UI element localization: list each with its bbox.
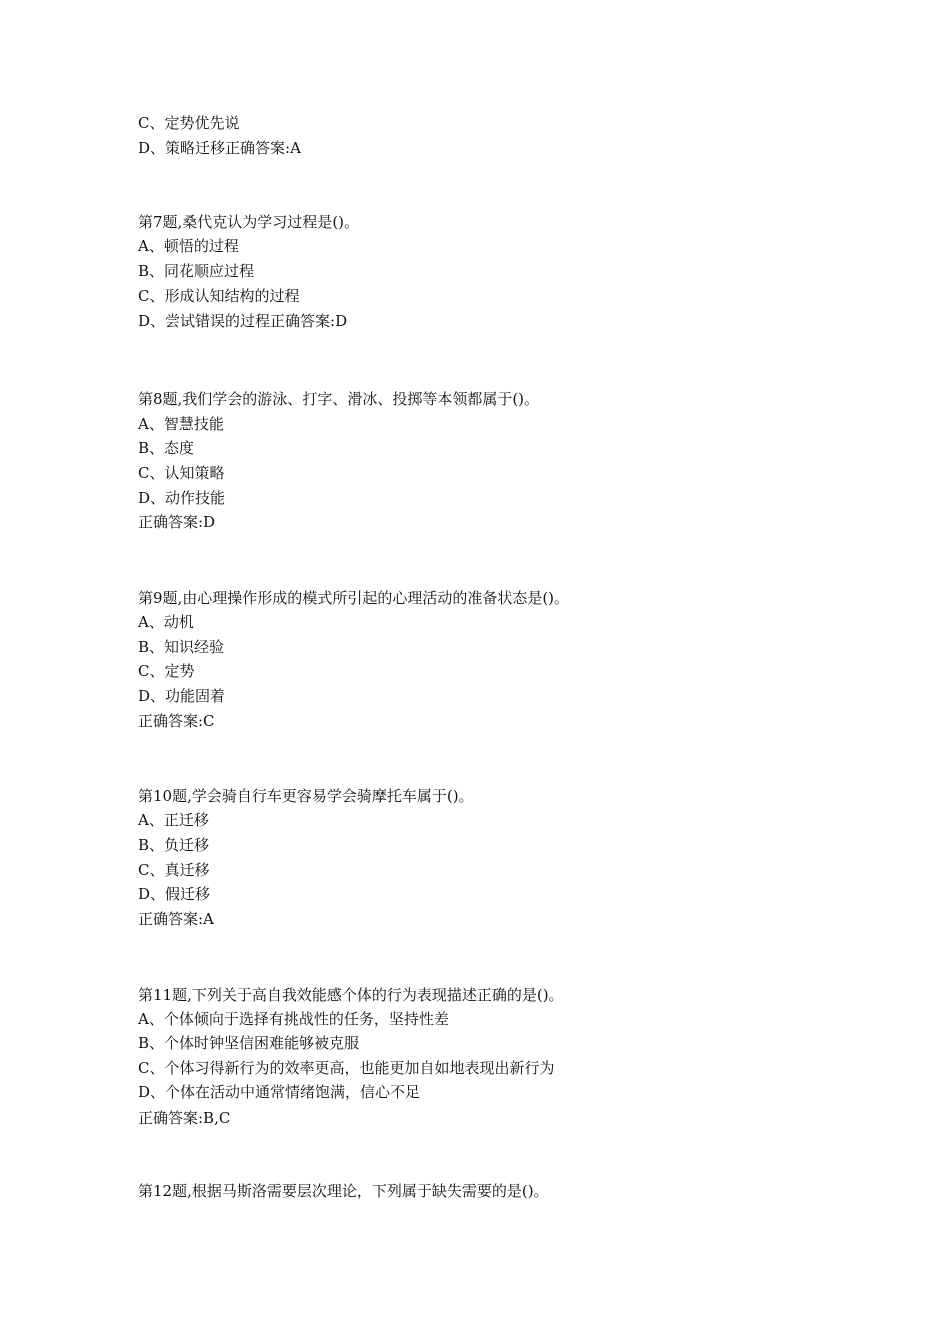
question-7: 第7题,桑代克认为学习过程是()。 <box>138 213 360 231</box>
answer-line: 正确答案:A <box>138 910 214 928</box>
question-11: 第11题,下列关于高自我效能感个体的行为表现描述正确的是()。 <box>138 986 564 1004</box>
option-line: C、定势优先说 <box>138 114 240 132</box>
option-line: C、定势 <box>138 662 195 680</box>
option-line: C、真迁移 <box>138 861 210 879</box>
option-line: B、负迁移 <box>138 836 210 854</box>
option-line: C、认知策略 <box>138 464 225 482</box>
option-answer-line: D、策略迁移正确答案:A <box>138 139 301 157</box>
option-line: D、功能固着 <box>138 687 226 705</box>
option-line: C、个体习得新行为的效率更高，也能更加自如地表现出新行为 <box>138 1059 555 1077</box>
option-line: D、个体在活动中通常情绪饱满，信心不足 <box>138 1083 421 1101</box>
option-line: A、个体倾向于选择有挑战性的任务，坚持性差 <box>138 1010 449 1028</box>
option-line: B、个体时钟坚信困难能够被克服 <box>138 1034 360 1052</box>
answer-line: 正确答案:B,C <box>138 1109 231 1127</box>
option-line: C、形成认知结构的过程 <box>138 287 300 305</box>
option-line: D、动作技能 <box>138 489 226 507</box>
option-line: A、顿悟的过程 <box>138 237 239 255</box>
answer-line: 正确答案:C <box>138 712 215 730</box>
option-line: B、态度 <box>138 439 195 457</box>
question-10: 第10题,学会骑自行车更容易学会骑摩托车属于()。 <box>138 787 474 805</box>
option-line: A、动机 <box>138 613 194 631</box>
question-12: 第12题,根据马斯洛需要层次理论，下列属于缺失需要的是()。 <box>138 1182 549 1200</box>
option-answer-line: D、尝试错误的过程正确答案:D <box>138 312 348 330</box>
option-line: A、正迁移 <box>138 811 209 829</box>
option-line: A、智慧技能 <box>138 415 224 433</box>
question-8: 第8题,我们学会的游泳、打字、滑冰、投掷等本领都属于()。 <box>138 390 540 408</box>
question-9: 第9题,由心理操作形成的模式所引起的心理活动的准备状态是()。 <box>138 589 570 607</box>
option-line: B、同花顺应过程 <box>138 262 255 280</box>
answer-line: 正确答案:D <box>138 513 216 531</box>
option-line: B、知识经验 <box>138 638 225 656</box>
option-line: D、假迁移 <box>138 885 211 903</box>
